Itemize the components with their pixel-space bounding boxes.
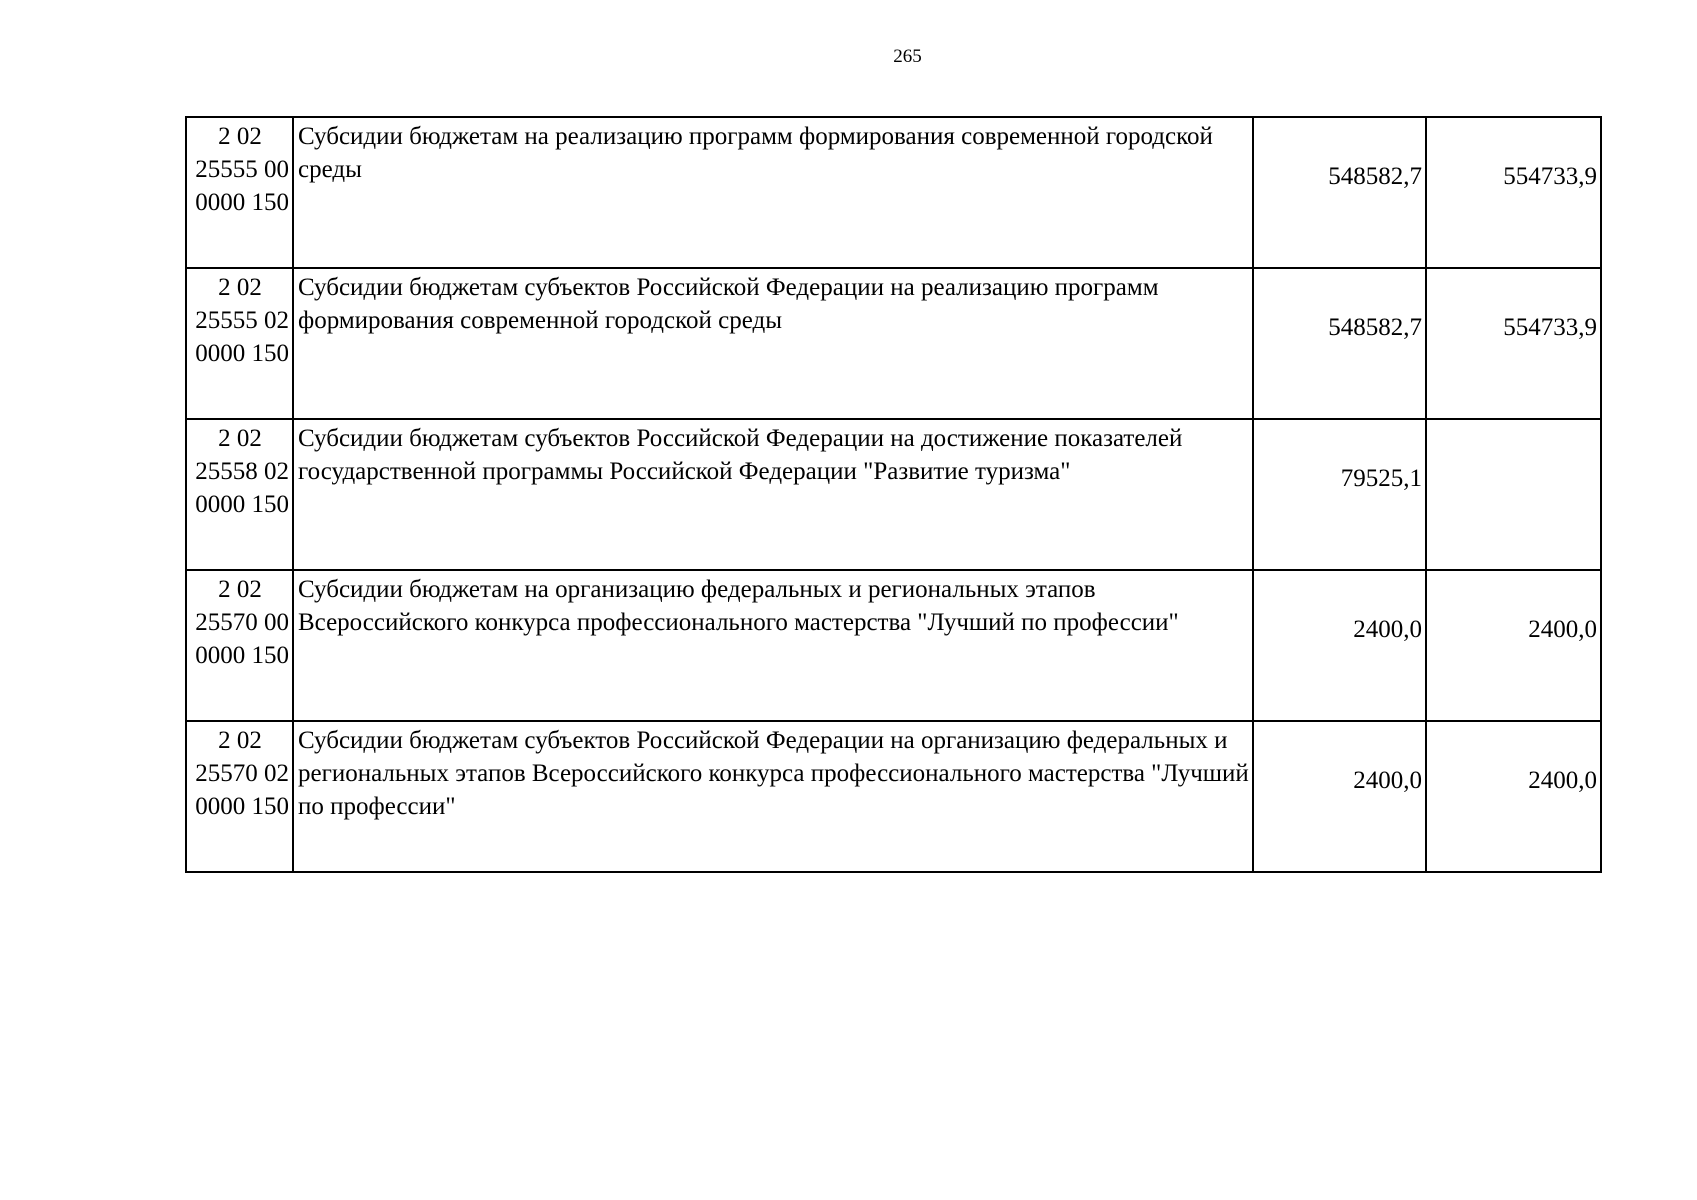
budget-code-cell bbox=[186, 570, 293, 721]
budget-code-line: 2 02 bbox=[218, 425, 262, 452]
budget-code-line: 25555 02 bbox=[195, 307, 289, 334]
amount-cell-1 bbox=[1253, 721, 1426, 872]
budget-code-line: 0000 150 bbox=[195, 793, 289, 820]
budget-code-line: 25570 00 bbox=[195, 609, 289, 636]
amount-cell-2 bbox=[1426, 117, 1601, 268]
budget-code-line: 2 02 bbox=[218, 123, 262, 150]
amount-value-1: 548582,7 bbox=[1328, 314, 1422, 341]
amount-value-1: 548582,7 bbox=[1328, 163, 1422, 190]
table-row bbox=[186, 117, 1601, 268]
budget-code-cell bbox=[186, 268, 293, 419]
budget-code-line: 25570 02 bbox=[195, 760, 289, 787]
budget-code-line: 2 02 bbox=[218, 576, 262, 603]
budget-code-line: 25558 02 bbox=[195, 458, 289, 485]
amount-value-1: 2400,0 bbox=[1353, 616, 1422, 643]
income-name-cell: Субсидии бюджетам на организацию федеральных и региональных этапов Всероссийского конкурса профессионального мастерства "Лучший по профессии" bbox=[293, 570, 1253, 721]
amount-cell-1 bbox=[1253, 268, 1426, 419]
table-row bbox=[186, 268, 1601, 419]
budget-code-line: 2 02 bbox=[218, 727, 262, 754]
income-name-cell: Субсидии бюджетам субъектов Российской Федерации на реализацию программ формирования современной городской среды bbox=[293, 268, 1253, 419]
budget-code-cell bbox=[186, 117, 293, 268]
amount-value-2: 554733,9 bbox=[1503, 314, 1597, 341]
budget-code-line: 0000 150 bbox=[195, 340, 289, 367]
amount-value-2: 2400,0 bbox=[1528, 767, 1597, 794]
amount-value-1: 79525,1 bbox=[1340, 465, 1422, 492]
budget-code-line: 0000 150 bbox=[195, 642, 289, 669]
budget-code-line: 0000 150 bbox=[195, 491, 289, 518]
amount-value-1: 2400,0 bbox=[1353, 767, 1422, 794]
table-row bbox=[186, 419, 1601, 570]
income-name-cell: Субсидии бюджетам на реализацию программ формирования современной городской среды bbox=[293, 117, 1253, 268]
amount-cell-1 bbox=[1253, 117, 1426, 268]
amount-value-2: 2400,0 bbox=[1528, 616, 1597, 643]
amount-cell-2 bbox=[1426, 570, 1601, 721]
amount-cell-1 bbox=[1253, 419, 1426, 570]
budget-code-line: 0000 150 bbox=[195, 189, 289, 216]
budget-code-line: 2 02 bbox=[218, 274, 262, 301]
budget-code-cell bbox=[186, 721, 293, 872]
budget-code-cell bbox=[186, 419, 293, 570]
amount-cell-2 bbox=[1426, 721, 1601, 872]
amount-cell-1 bbox=[1253, 570, 1426, 721]
amount-value-2: 554733,9 bbox=[1503, 163, 1597, 190]
amount-cell-2 bbox=[1426, 268, 1601, 419]
budget-code-line: 25555 00 bbox=[195, 156, 289, 183]
income-name-cell: Субсидии бюджетам субъектов Российской Федерации на достижение показателей государственной программы Российской Федерации "Развитие туризма" bbox=[293, 419, 1253, 570]
income-name-cell: Субсидии бюджетам субъектов Российской Федерации на организацию федеральных и региональных этапов Всероссийского конкурса профессионального мастерства "Лучший по профессии" bbox=[293, 721, 1253, 872]
table-row bbox=[186, 570, 1601, 721]
budget-table bbox=[185, 116, 1602, 873]
table-row bbox=[186, 721, 1601, 872]
amount-cell-2 bbox=[1426, 419, 1601, 570]
page-number: 265 bbox=[893, 46, 922, 67]
